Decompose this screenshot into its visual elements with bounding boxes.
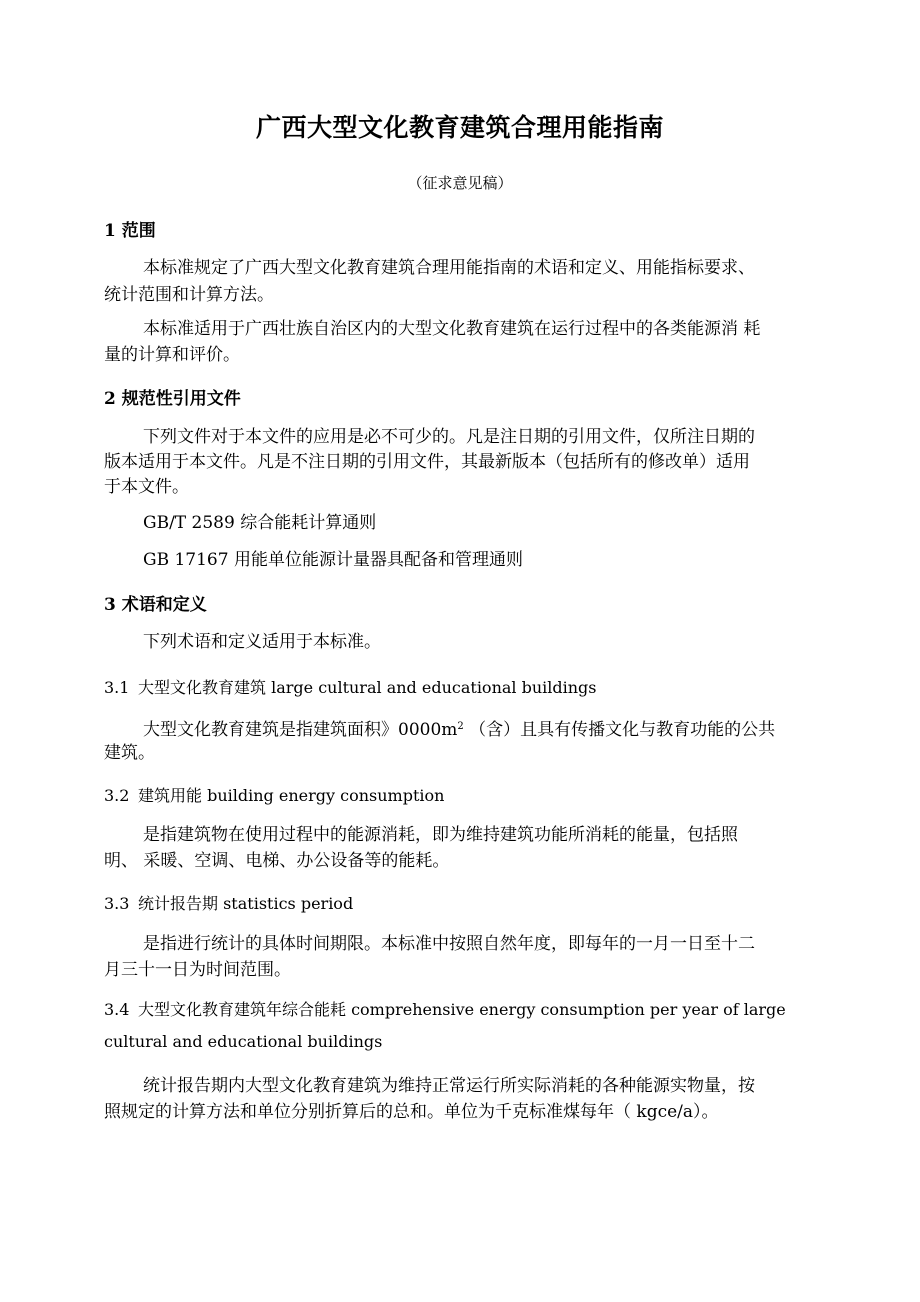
term-name: 建筑用能 building energy consumption [138, 786, 445, 805]
term-3-2-heading [104, 783, 444, 806]
term-3-2-definition-line-2: 明、 采暖、空调、电梯、办公设备等的能耗。 [104, 851, 450, 871]
term-3-4-definition-line-1: 统计报告期内大型文化教育建筑为维持正常运行所实际消耗的各种能源实物量，按 [143, 1076, 755, 1096]
term-name: 统计报告期 statistics period [138, 894, 354, 913]
term-3-4-heading [104, 997, 786, 1020]
section-3-heading: 3 术语和定义 [104, 595, 207, 615]
document-subtitle: （征求意见稿） [407, 174, 513, 192]
term-number: 3.4 [104, 1000, 130, 1019]
term-3-3-definition-line-1: 是指进行统计的具体时间期限。本标准中按照自然年度，即每年的一月一日至十二 [143, 934, 755, 954]
section-2-heading: 2 规范性引用文件 [104, 389, 241, 409]
normative-reference-2: GB 17167 用能单位能源计量器具配备和管理通则 [143, 550, 523, 570]
document-title: 广西大型文化教育建筑合理用能指南 [255, 113, 664, 142]
definition-text: 大型文化教育建筑是指建筑面积》0000m [143, 720, 458, 740]
section-1-heading: 1 范围 [104, 221, 156, 241]
term-3-4-definition-line-2: 照规定的计算方法和单位分别折算后的总和。单位为千克标准煤每年（ kgce/a）。 [104, 1102, 719, 1122]
term-3-1-heading [104, 675, 597, 698]
term-3-3-heading [104, 891, 353, 914]
section-1-paragraph-2-line-1: 本标准适用于广西壮族自治区内的大型文化教育建筑在运行过程中的各类能源消 耗 [143, 319, 761, 339]
section-1-paragraph-1-line-2: 统计范围和计算方法。 [104, 285, 274, 305]
term-3-1-definition-line-2: 建筑。 [104, 743, 155, 763]
term-name: 大型文化教育建筑 large cultural and educational buildings [138, 678, 597, 697]
section-3-intro: 下列术语和定义适用于本标准。 [143, 632, 381, 652]
section-2-paragraph-line-1: 下列文件对于本文件的应用是必不可少的。凡是注日期的引用文件，仅所注日期的 [143, 427, 755, 447]
section-2-paragraph-line-2: 版本适用于本文件。凡是不注日期的引用文件，其最新版本（包括所有的修改单）适用 [104, 452, 750, 472]
normative-reference-1: GB/T 2589 综合能耗计算通则 [143, 513, 377, 533]
section-1-paragraph-2-line-2: 量的计算和评价。 [104, 345, 240, 365]
term-name: 大型文化教育建筑年综合能耗 comprehensive energy consumption per year of large [138, 1000, 786, 1019]
term-number: 3.1 [104, 678, 130, 697]
term-3-3-definition-line-2: 月三十一日为时间范围。 [104, 960, 291, 980]
term-number: 3.3 [104, 894, 130, 913]
definition-text: （含）且具有传播文化与教育功能的公共 [463, 720, 776, 740]
section-1-paragraph-1-line-1: 本标准规定了广西大型文化教育建筑合理用能指南的术语和定义、用能指标要求、 [143, 258, 755, 278]
term-3-4-heading-line-2: cultural and educational buildings [104, 1032, 383, 1051]
term-3-1-definition-line-1 [143, 712, 775, 745]
term-3-2-definition-line-1: 是指建筑物在使用过程中的能源消耗，即为维持建筑功能所消耗的能量，包括照 [143, 825, 738, 845]
term-number: 3.2 [104, 786, 130, 805]
section-2-paragraph-line-3: 于本文件。 [104, 477, 189, 497]
superscript: 2 [457, 721, 464, 732]
